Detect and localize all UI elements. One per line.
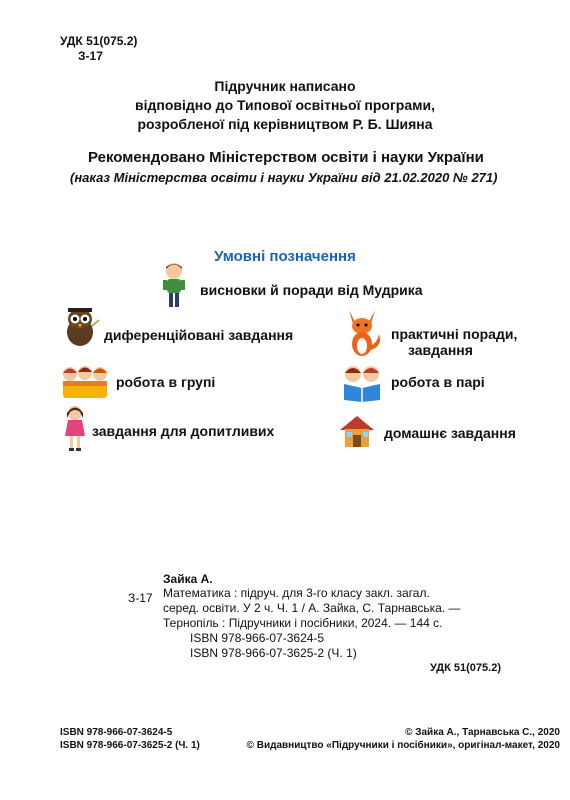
legend-item-practical: практичні поради, bbox=[391, 326, 518, 342]
catalog-line-1: Математика : підруч. для 3-го класу закл. загал. bbox=[163, 586, 430, 600]
intro-text bbox=[0, 77, 570, 134]
legend-item-curious: завдання для допитливих bbox=[92, 423, 275, 439]
legend-item-differentiated: диференційовані завдання bbox=[104, 327, 294, 343]
footer-isbn-2: ISBN 978-966-07-3625-2 (Ч. 1) bbox=[60, 740, 200, 751]
legend-item-mudryk: висновки й поради від Мудрика bbox=[200, 282, 423, 298]
legend-item-practical-2: завдання bbox=[408, 342, 473, 358]
catalog-isbn-1: ISBN 978-966-07-3624-5 bbox=[190, 631, 325, 645]
legend-title: Умовні позначення bbox=[214, 248, 356, 265]
catalog-isbn-2: ISBN 978-966-07-3625-2 (Ч. 1) bbox=[190, 646, 357, 660]
group-children-icon bbox=[60, 364, 110, 400]
fox-icon bbox=[341, 306, 383, 358]
ministry-order: (наказ Міністерства освіти і науки України від 21.02.2020 № 271) bbox=[70, 170, 498, 185]
catalog-author: Зайка А. bbox=[163, 572, 213, 586]
catalog-mark: З-17 bbox=[128, 591, 153, 605]
catalog-udk: УДК 51(075.2) bbox=[430, 662, 501, 674]
legend-item-pair: робота в парі bbox=[391, 374, 485, 390]
intro-line-3: розробленої під керівництвом Р. Б. Шияна bbox=[137, 116, 433, 132]
recommendation: Рекомендовано Міністерством освіти і науки України bbox=[88, 149, 484, 166]
footer-isbn-1: ISBN 978-966-07-3624-5 bbox=[60, 727, 173, 738]
pair-children-icon bbox=[340, 364, 384, 402]
house-icon bbox=[338, 414, 376, 448]
footer-copyright-publisher: © Видавництво «Підручники і посібники», оригінал-макет, 2020 bbox=[246, 740, 560, 751]
curious-girl-icon bbox=[62, 404, 88, 452]
udk-code: УДК 51(075.2) bbox=[60, 34, 138, 48]
footer-copyright-authors: © Зайка А., Тарнавська С., 2020 bbox=[405, 727, 560, 738]
intro-line-2: відповідно до Типової освітньої програми, bbox=[135, 97, 435, 113]
legend-item-group: робота в групі bbox=[116, 374, 216, 390]
author-mark: З-17 bbox=[78, 49, 103, 63]
catalog-line-3: Тернопіль : Підручники і посібники, 2024. — 144 с. bbox=[163, 616, 443, 630]
intro-line-1: Підручник написано bbox=[214, 78, 356, 94]
legend-item-homework: домашнє завдання bbox=[384, 425, 516, 441]
catalog-line-2: серед. освіти. У 2 ч. Ч. 1 / А. Зайка, С. Тарнавська. — bbox=[163, 601, 461, 615]
boy-mudryk-icon bbox=[160, 262, 188, 310]
owl-icon bbox=[62, 306, 100, 348]
udk-block bbox=[60, 34, 137, 64]
